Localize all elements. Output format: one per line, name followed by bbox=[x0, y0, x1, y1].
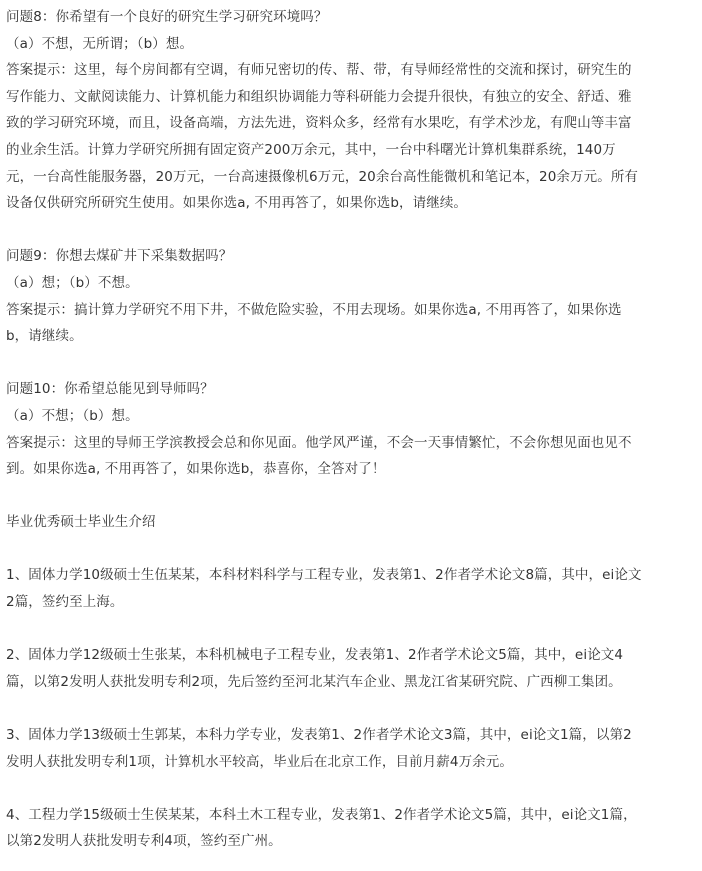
section-title: 毕业优秀硕士毕业生介绍 bbox=[6, 514, 156, 531]
question-9-hint-line: 答案提示：搞计算力学研究不用下井，不做危险实验，不用去现场。如果你选a, 不用再答了，如果你选 bbox=[6, 301, 622, 318]
question-10-text: 问题10：你希望总能见到导师吗？ bbox=[6, 381, 214, 398]
graduate-line: 发明人获批发明专利1项，计算机水平较高，毕业后在北京工作，目前月薪4万余元。 bbox=[6, 753, 513, 770]
graduate-line: 1、固体力学10级硕士生伍某某，本科材料科学与工程专业，发表第1、2作者学术论文8篇，其中，ei论文 bbox=[6, 567, 642, 584]
graduate-item-3 bbox=[6, 722, 696, 775]
question-8-hint-line: 写作能力、文献阅读能力、计算机能力和组织协调能力等科研能力会提升很快，有独立的安全、舒适、雅 bbox=[6, 88, 632, 105]
paragraph-gap bbox=[6, 616, 696, 643]
graduate-line: 2、固体力学12级硕士生张某，本科机械电子工程专业，发表第1、2作者学术论文5篇，其中，ei论文4 bbox=[6, 647, 624, 664]
graduate-line: 2篇，签约至上海。 bbox=[6, 594, 124, 611]
question-10-block bbox=[6, 376, 696, 482]
graduate-item-4 bbox=[6, 802, 696, 855]
paragraph-gap bbox=[6, 775, 696, 802]
question-8-hint-line: 的业余生活。计算力学研究所拥有固定资产200万余元，其中，一台中科曙光计算机集群系统，140万 bbox=[6, 141, 616, 158]
question-8-options: （a）不想，无所谓；（b）想。 bbox=[6, 35, 194, 52]
question-10-options: （a）不想；（b）想。 bbox=[6, 407, 139, 424]
graduate-line: 以第2发明人获批发明专利4项，签约至广州。 bbox=[6, 833, 282, 850]
graduate-item-2 bbox=[6, 642, 696, 695]
question-8-hint-line: 致的学习研究环境，而且，设备高端，方法先进，资料众多，经常有水果吃，有学术沙龙，有爬山等丰富 bbox=[6, 115, 632, 132]
question-9-block bbox=[6, 243, 696, 349]
graduate-item-1 bbox=[6, 562, 696, 615]
question-8-text: 问题8：你希望有一个良好的研究生学习研究环境吗？ bbox=[6, 9, 328, 25]
graduate-line: 篇，以第2发明人获批发明专利2项，先后签约至河北某汽车企业、黑龙江省某研究院、广西柳工集团。 bbox=[6, 673, 622, 690]
question-10-hint-line: 答案提示：这里的导师王学滨教授会总和你见面。他学风严谨，不会一天事情繁忙，不会你想见面也见不 bbox=[6, 434, 632, 451]
question-9-options: （a）想；（b）不想。 bbox=[6, 274, 139, 291]
paragraph-gap bbox=[6, 217, 696, 244]
paragraph-gap bbox=[6, 483, 696, 510]
question-9-text: 问题9：你想去煤矿井下采集数据吗？ bbox=[6, 248, 233, 265]
paragraph-gap bbox=[6, 695, 696, 722]
paragraph-gap bbox=[6, 350, 696, 377]
question-8-block bbox=[6, 4, 696, 217]
question-9-hint-line: b，请继续。 bbox=[6, 328, 83, 345]
paragraph-gap bbox=[6, 536, 696, 563]
question-8-hint-line: 设备仅供研究所研究生使用。如果你选a, 不用再答了，如果你选b，请继续。 bbox=[6, 195, 468, 212]
graduate-line: 3、固体力学13级硕士生郭某，本科力学专业，发表第1、2作者学术论文3篇，其中，ei论文1篇，以第2 bbox=[6, 727, 632, 744]
question-8-hint-line: 答案提示：这里，每个房间都有空调，有师兄密切的传、帮、带，有导师经常性的交流和探讨，研究生的 bbox=[6, 62, 632, 79]
question-8-hint-line: 元，一台高性能服务器，20万元，一台高速摄像机6万元，20余台高性能微机和笔记本，20余万元。所有 bbox=[6, 168, 639, 185]
graduate-line: 4、工程力学15级硕士生侯某某，本科土木工程专业，发表第1、2作者学术论文5篇，其中，ei论文1篇， bbox=[6, 806, 637, 823]
question-10-hint-line: 到。如果你选a, 不用再答了，如果你选b，恭喜你，全答对了！ bbox=[6, 461, 386, 478]
